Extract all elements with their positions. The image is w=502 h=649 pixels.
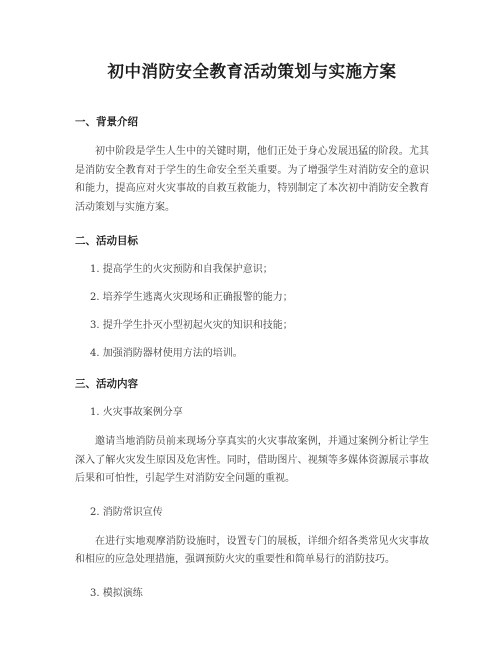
- subsection-label: 1. 火灾事故案例分享: [90, 407, 183, 418]
- background-paragraph: 初中阶段是学生人生中的关键时期，他们正处于身心发展迅猛的阶段。尤其是消防安全教育对于学生的生命安全至关重要。为了增强学生对消防安全的意识和能力，提高应对火灾事故的自救互救能力，特别制定了本次初中消防安全教育活动策划与实施方案。: [75, 146, 429, 213]
- section-heading-content: 三、活动内容: [75, 378, 138, 390]
- goal-item: 1. 提高学生的火灾预防和自我保护意识；: [90, 264, 273, 275]
- section-heading-goals: 二、活动目标: [75, 235, 138, 247]
- subsection-paragraph: 邀请当地消防员前来现场分享真实的火灾事故案例，并通过案例分析让学生深入了解火灾发生原因及危害性。同时，借助图片、视频等多媒体资源展示事故后果和可怕性，引起学生对消防安全问题的重视。: [75, 436, 429, 484]
- goal-item: 2. 培养学生逃离火灾现场和正确报警的能力；: [90, 292, 293, 303]
- subsection-paragraph: 在进行实地观摩消防设施时，设置专门的展板，详细介绍各类常见火灾事故和相应的应急处理措施，强调预防火灾的重要性和简单易行的消防技巧。: [75, 535, 429, 565]
- document-title: 初中消防安全教育活动策划与实施方案: [107, 62, 397, 81]
- goal-item: 4. 加强消防器材使用方法的培训。: [90, 348, 243, 359]
- subsection-label: 2. 消防常识宣传: [90, 506, 163, 518]
- goal-item: 3. 提升学生扑灭小型初起火灾的知识和技能；: [90, 320, 293, 331]
- subsection-label: 3. 模拟演练: [90, 587, 143, 599]
- section-heading-background: 一、背景介绍: [75, 116, 138, 128]
